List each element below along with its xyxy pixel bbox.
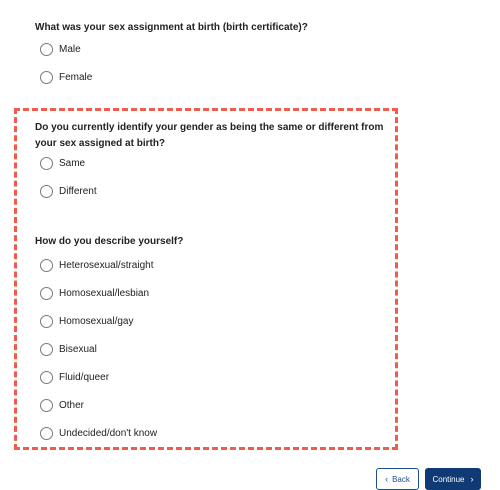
option-other[interactable] (40, 397, 84, 413)
question-sex-at-birth: What was your sex assignment at birth (birth certificate)? (35, 22, 308, 33)
question-gender-identity-line1: Do you currently identify your gender as being the same or different from (35, 122, 384, 133)
option-fluid-queer[interactable] (40, 369, 109, 385)
radio-button-undecided[interactable] (40, 427, 53, 440)
radio-button-different[interactable] (40, 185, 53, 198)
option-bisexual[interactable] (40, 341, 97, 357)
radio-button-male[interactable] (40, 43, 53, 56)
option-label-different: Different (59, 185, 97, 197)
question-gender-identity (35, 120, 383, 152)
radio-button-gay[interactable] (40, 315, 53, 328)
option-gay[interactable] (40, 313, 133, 329)
back-button[interactable] (376, 468, 419, 490)
option-lesbian[interactable] (40, 285, 149, 301)
option-label-undecided: Undecided/don't know (59, 427, 158, 439)
back-button-label: Back (392, 474, 410, 484)
option-label-heterosexual: Heterosexual/straight (59, 259, 154, 271)
option-same[interactable] (40, 155, 85, 171)
option-heterosexual[interactable] (40, 257, 154, 273)
option-female[interactable] (40, 69, 92, 85)
option-different[interactable] (40, 183, 97, 199)
radio-button-lesbian[interactable] (40, 287, 53, 300)
radio-button-bisexual[interactable] (40, 343, 53, 356)
question-gender-identity-line2: your sex assigned at birth? (35, 138, 166, 149)
chevron-right-icon: › (470, 473, 474, 484)
chevron-left-icon: ‹ (385, 473, 389, 484)
continue-button[interactable] (425, 468, 481, 490)
option-undecided[interactable] (40, 425, 157, 441)
radio-button-heterosexual[interactable] (40, 259, 53, 272)
option-label-other: Other (59, 399, 85, 411)
option-label-male: Male (59, 43, 81, 55)
option-label-female: Female (59, 71, 93, 83)
radio-button-other[interactable] (40, 399, 53, 412)
continue-button-label: Continue (432, 474, 465, 484)
radio-button-fluid-queer[interactable] (40, 371, 53, 384)
question-describe-yourself: How do you describe yourself? (35, 236, 184, 247)
option-label-same: Same (59, 157, 86, 169)
radio-button-female[interactable] (40, 71, 53, 84)
option-label-gay: Homosexual/gay (59, 315, 134, 327)
option-male[interactable] (40, 41, 81, 57)
option-label-bisexual: Bisexual (59, 343, 97, 355)
radio-button-same[interactable] (40, 157, 53, 170)
option-label-lesbian: Homosexual/lesbian (59, 287, 150, 299)
option-label-fluid-queer: Fluid/queer (59, 371, 110, 383)
